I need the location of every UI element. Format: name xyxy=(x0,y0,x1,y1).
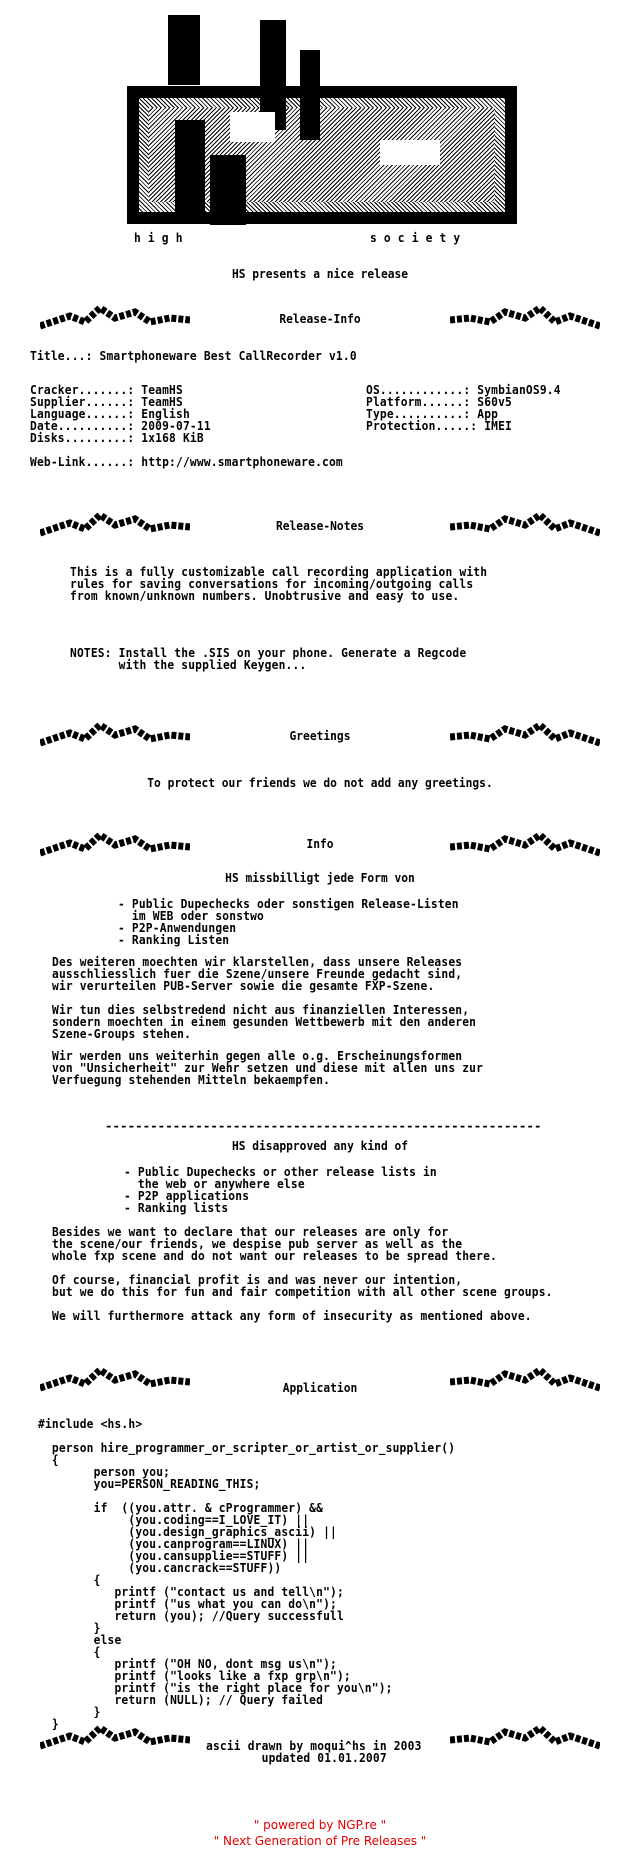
ornament-left xyxy=(40,1360,190,1400)
release-right-1: OS............: SymbianOS9.4 xyxy=(366,382,561,397)
release-weblink: Web-Link......: http://www.smartphoneware.com xyxy=(30,454,343,469)
release-left-1: Cracker.......: TeamHS xyxy=(30,382,183,397)
release-left-3: Language......: English xyxy=(30,406,190,421)
info-de-heading: HS missbilligt jede Form von xyxy=(225,870,415,885)
ornament-right xyxy=(450,1360,600,1400)
release-right-2: Platform......: S60v5 xyxy=(366,394,513,409)
intro-line: HS presents a nice release xyxy=(231,266,409,281)
release-right-3: Type..........: App xyxy=(366,406,499,421)
info-en-list: - Public Dupechecks or other release lists in the web or anywhere else - P2P applications - Ranking lists xyxy=(124,1164,437,1215)
release-left-5: Disks.........: 1x168 KiB xyxy=(30,430,204,445)
section-release-notes: Release-Notes xyxy=(275,518,365,533)
info-de-p3: Wir werden uns weiterhin gegen alle o.g. Erscheinungsformen von "Unsicherheit" zur Wehr setzen und diese mit allen uns zur Verfuegung stehenden Mitteln bekaempfen. xyxy=(52,1048,484,1087)
release-left-2: Supplier......: TeamHS xyxy=(30,394,183,409)
logo-stroke2 xyxy=(300,50,320,140)
release-right-4: Protection.....: IMEI xyxy=(366,418,513,433)
section-greetings: Greetings xyxy=(289,728,351,743)
notes-install: NOTES: Install the .SIS on your phone. Generate a Regcode with the supplied Keygen... xyxy=(70,645,467,672)
notes-paragraph: This is a fully customizable call recording application with rules for saving conversations for incoming/outgoing calls from known/unknown numbers. Unobtrusive and easy to use. xyxy=(70,564,488,603)
separator-line: ---------------------------------------------------------- xyxy=(105,1118,542,1133)
info-en-heading: HS disapproved any kind of xyxy=(231,1138,409,1153)
logo-h-bar xyxy=(168,15,200,85)
logo-h-leg xyxy=(175,120,205,220)
logo-gap xyxy=(230,112,275,142)
info-en-p1: Besides we want to declare that our releases are only for the scene/our friends, we despise pub server as well as the whole fxp scene and do not want our releases to be spread there. xyxy=(52,1224,498,1263)
greetings-text: To protect our friends we do not add any greetings. xyxy=(147,775,493,790)
info-de-p1: Des weiteren moechten wir klarstellen, dass unsere Releases ausschliesslich fuer die Szene/unsere Freunde gedacht sind, wir verurteilen PUB-Server sowie die gesamte FXP-Szene. xyxy=(52,954,463,993)
info-de-p2: Wir tun dies selbstredend nicht aus finanziellen Interessen, sondern moechten in einem gesunden Wettbewerb mit den anderen Szene-Groups stehen. xyxy=(52,1002,477,1041)
logo-stroke3 xyxy=(210,155,246,225)
logo-gap2 xyxy=(380,140,440,165)
credits: ascii drawn by moqui^hs in 2003 updated 01.01.2007 xyxy=(206,1738,422,1765)
code-block: #include <hs.h> person hire_programmer_or_scripter_or_artist_or_supplier() { person you; you=PERSON_READING_THIS; if ((you.attr. & cProgrammer) && (you.coding==I_LOVE_IT) || (you.design_graphics_ascii) || (you.canprogram==LINUX) || (you.cansupplie==STUFF) || (you.cancrack==STUFF)) { printf ("contact us and tell\n"); printf ("us what you can do\n"); return (you); //Query successfull } else { printf ("OH NO, dont msg us\n"); printf ("looks like a fxp grp\n"); printf ("is the right place for you\n"); return (NULL); // Query failed } } xyxy=(38,1416,456,1731)
section-info: Info xyxy=(306,836,334,851)
ornament-right xyxy=(450,1718,600,1758)
release-left-4: Date..........: 2009-07-11 xyxy=(30,418,211,433)
info-en-p2: Of course, financial profit is and was never our intention, but we do this for fun and fair competition with all other scene groups. xyxy=(52,1272,553,1299)
release-title: Title...: Smartphoneware Best CallRecorder v1.0 xyxy=(30,348,357,363)
section-release-info: Release-Info xyxy=(279,311,361,326)
logo-right-word: s o c i e t y xyxy=(370,230,461,245)
logo-left-word: h i g h xyxy=(134,230,183,245)
section-application: Application xyxy=(282,1380,358,1395)
info-de-list: - Public Dupechecks oder sonstigen Release-Listen im WEB oder sonstwo - P2P-Anwendungen - Ranking Listen xyxy=(118,896,459,947)
ornament-left xyxy=(40,1718,190,1758)
footer-powered-by[interactable]: " powered by NGP.re " xyxy=(253,1818,387,1832)
info-en-p3: We will furthermore attack any form of insecurity as mentioned above. xyxy=(52,1308,532,1323)
footer-ngp-tagline: " Next Generation of Pre Releases " xyxy=(213,1834,427,1848)
